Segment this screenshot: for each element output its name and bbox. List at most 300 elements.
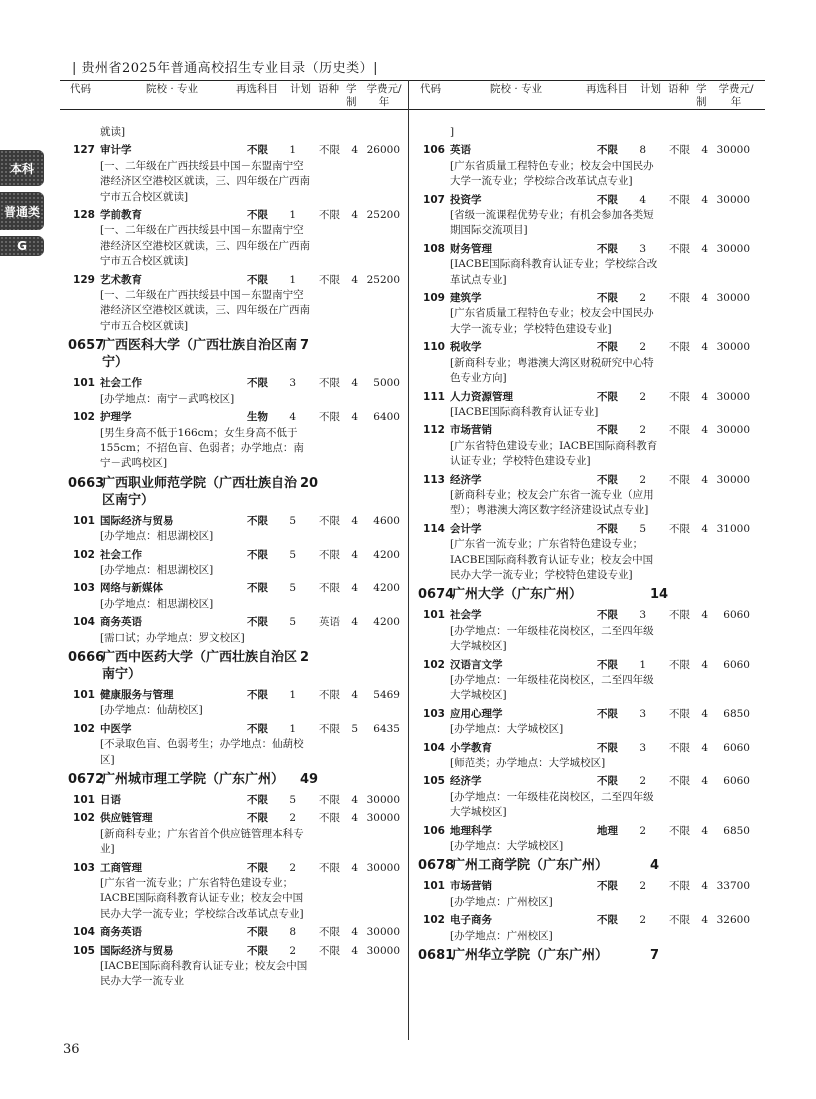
major-fee: 6060 [723,775,750,788]
major-plan: 2 [639,473,646,486]
major-years: 4 [701,707,708,720]
major-name: 国际经济与贸易 [100,944,174,957]
major-plan: 4 [639,193,646,206]
major-code: 101 [73,514,95,527]
major-subject: 不限 [247,548,268,561]
major-years: 4 [701,424,708,437]
major-years: 4 [701,144,708,157]
major-code: 102 [423,658,445,671]
university-code: 0666 [68,649,105,665]
major-row [68,944,413,959]
major-language: 不限 [319,812,340,825]
university-plan: 49 [300,772,319,787]
major-note: [办学地点：广州校区] [450,895,553,908]
major-code: 113 [423,473,445,486]
major-plan: 2 [639,775,646,788]
major-name: 投资学 [450,193,482,206]
major-years: 4 [351,548,358,561]
major-fee: 33700 [716,880,750,893]
university-name: 广西职业师范学院（广西壮族自治区南宁） [102,475,298,508]
major-row [68,811,413,826]
major-fee: 31000 [716,522,750,535]
major-language: 不限 [319,377,340,390]
major-years: 4 [351,944,358,957]
major-subject: 不限 [597,522,618,535]
major-subject: 不限 [597,609,618,622]
major-years: 4 [351,688,358,701]
major-row [68,861,413,876]
major-language: 不限 [669,193,690,206]
major-language: 不限 [669,775,690,788]
major-row [68,376,413,391]
major-code: 101 [423,609,445,622]
major-plan: 2 [289,944,296,957]
major-subject: 不限 [597,341,618,354]
major-years: 4 [351,926,358,939]
major-years: 4 [351,411,358,424]
major-language: 不限 [669,824,690,837]
major-note: [广东省一流专业；广东省特色建设专业；IACBE国际商科教育认证专业；校友会中国民办大学一流专业；学校特色建设专业] [450,538,654,581]
major-fee: 6060 [723,658,750,671]
major-row [418,193,763,208]
major-plan: 8 [289,926,296,939]
major-fee: 30000 [716,193,750,206]
col-lang: 语种 [668,83,689,95]
major-years: 4 [351,273,358,286]
major-fee: 4200 [373,582,400,595]
major-note: [男生身高不低于166cm；女生身高不低于155cm；不招色盲、色弱者；办学地点：南宁－武鸣校区] [100,426,304,470]
major-subject: 不限 [597,390,618,403]
major-name: 应用心理学 [450,707,503,720]
major-code: 102 [423,914,445,927]
major-code: 109 [423,292,445,305]
continuation-note: ] [450,126,455,138]
major-row [68,410,413,425]
major-fee: 30000 [716,424,750,437]
major-years: 4 [351,377,358,390]
major-plan: 8 [639,144,646,157]
major-code: 114 [423,522,445,535]
major-language: 不限 [669,292,690,305]
major-years: 4 [351,861,358,874]
major-language: 不限 [319,411,340,424]
major-name: 国际经济与贸易 [100,514,174,527]
university-row [418,857,763,874]
major-language: 不限 [319,944,340,957]
university-row [418,947,763,964]
major-years: 5 [351,722,358,735]
side-tab-g: G [0,236,44,256]
major-name: 社会学 [450,609,482,622]
major-row [68,143,413,158]
column-header-rule [60,109,765,110]
major-language: 不限 [319,514,340,527]
major-language: 不限 [669,707,690,720]
major-subject: 不限 [247,926,268,939]
university-row [68,337,413,371]
major-code: 102 [73,722,95,735]
major-code: 101 [73,688,95,701]
major-row [418,741,763,756]
major-note: [新商科专业；广东省首个供应链管理本科专业] [100,827,304,856]
major-note: [广东省质量工程特色专业；校友会中国民办大学一流专业；学校特色建设专业] [450,307,654,335]
major-name: 供应链管理 [100,812,153,825]
major-note: [办学地点：南宁－武鸣校区] [100,392,235,405]
university-plan: 7 [650,948,660,964]
col-code: 代码 [420,83,441,95]
major-row [418,707,763,722]
major-note: [办学地点：大学城校区] [450,723,564,736]
major-note: [广东省质量工程特色专业；校友会中国民办大学一流专业；学校综合改革试点专业] [450,159,654,188]
major-row [68,925,413,940]
major-fee: 26000 [366,144,400,157]
major-subject: 不限 [597,880,618,893]
major-note: [师范类；办学地点：大学城校区] [450,757,606,770]
major-years: 4 [701,609,708,622]
university-row [68,475,413,509]
major-name: 审计学 [100,144,132,157]
major-language: 不限 [319,688,340,701]
major-years: 4 [701,193,708,206]
major-fee: 4200 [373,548,400,561]
major-fee: 30000 [366,812,400,825]
major-subject: 不限 [597,914,618,927]
major-code: 129 [73,273,95,286]
major-note: [省级一流课程优势专业；有机会参加各类短期国际交流项目] [450,209,654,237]
university-name: 广西中医药大学（广西壮族自治区南宁） [102,649,298,682]
major-fee: 30000 [716,242,750,255]
major-plan: 4 [289,411,296,424]
major-code: 106 [423,824,445,837]
university-name: 广州华立学院（广东广州） [452,948,609,964]
university-code: 0674 [418,587,455,603]
major-note: [办学地点：相思湖校区] [100,597,214,610]
major-subject: 不限 [597,424,618,437]
major-fee: 6850 [723,707,750,720]
major-subject: 不限 [247,582,268,595]
major-name: 工商管理 [100,861,142,874]
major-plan: 2 [639,390,646,403]
major-name: 经济学 [450,775,482,788]
major-years: 4 [701,341,708,354]
major-row [68,273,413,288]
major-row [418,824,763,839]
major-note: [IACBE国际商科教育认证专业] [450,405,599,418]
university-row [418,586,763,603]
major-fee: 4200 [373,616,400,629]
major-years: 4 [351,144,358,157]
major-plan: 3 [289,377,296,390]
major-note: [一、二年级在广西扶绥县中国－东盟南宁空港经济区空港校区就读，三、四年级在广西南宁市五合校区就读] [100,224,310,268]
major-plan: 5 [289,616,296,629]
major-language: 不限 [319,144,340,157]
major-years: 4 [701,390,708,403]
major-note: [办学地点：一年级桂花岗校区，二至四年级大学城校区] [450,624,654,653]
major-subject: 不限 [597,144,618,157]
major-plan: 1 [639,658,646,671]
university-plan: 4 [650,858,660,874]
university-plan: 7 [300,338,310,354]
university-name: 广州城市理工学院（广东广州） [102,772,285,787]
column-header-left [68,81,408,109]
major-subject: 不限 [247,209,268,222]
page-number: 36 [63,1042,80,1057]
side-tab-benke: 本科 [0,150,44,186]
major-fee: 4600 [373,514,400,527]
major-note: [办学地点：一年级桂花岗校区，二至四年级大学城校区] [450,674,654,702]
major-years: 4 [351,209,358,222]
major-language: 不限 [669,522,690,535]
major-language: 不限 [669,741,690,754]
major-subject: 不限 [247,616,268,629]
major-row [418,242,763,257]
major-row [418,340,763,355]
university-code: 0681 [418,948,455,964]
col-subject: 再选科目 [586,83,628,95]
major-plan: 1 [289,209,296,222]
major-name: 市场营销 [450,424,492,437]
major-plan: 5 [639,522,646,535]
major-language: 不限 [319,209,340,222]
major-subject: 不限 [597,707,618,720]
major-code: 101 [423,880,445,893]
major-name: 经济学 [450,473,482,486]
major-code: 102 [73,411,95,424]
university-code: 0678 [418,858,455,874]
major-row [418,658,763,673]
major-plan: 5 [289,794,296,806]
major-years: 4 [351,616,358,629]
major-language: 不限 [669,390,690,403]
major-name: 人力资源管理 [450,390,513,403]
major-years: 4 [701,473,708,486]
col-school: 院校 · 专业 [490,83,543,95]
major-language: 不限 [319,548,340,561]
major-subject: 不限 [247,944,268,957]
page-header-title: | 贵州省2025年普通高校招生专业目录（历史类）| [72,61,378,76]
major-code: 101 [73,377,95,390]
major-years: 4 [701,292,708,305]
major-plan: 5 [289,514,296,527]
major-plan: 2 [639,424,646,437]
major-note: [办学地点：相思湖校区] [100,563,214,576]
major-note: [新商科专业；粤港澳大湾区财税研究中心特色专业方向] [450,356,654,385]
major-subject: 生物 [247,411,268,424]
major-subject: 地理 [597,824,618,837]
major-name: 地理科学 [450,824,492,837]
major-note: [办学地点：大学城校区] [450,840,564,853]
major-subject: 不限 [597,775,618,788]
major-plan: 2 [289,861,296,874]
major-plan: 1 [289,688,296,701]
col-subject: 再选科目 [236,83,278,95]
major-fee: 6850 [723,824,750,837]
major-subject: 不限 [247,688,268,701]
major-years: 4 [701,658,708,671]
major-row [418,879,763,894]
university-name: 广州工商学院（广东广州） [452,858,609,874]
major-plan: 2 [639,341,646,354]
major-row [418,390,763,405]
major-language: 不限 [669,914,690,927]
column-header-right [418,81,763,109]
major-subject: 不限 [247,514,268,527]
major-note: [IACBE国际商科教育认证专业；校友会中国民办大学一流专业 [100,960,308,988]
major-subject: 不限 [247,377,268,390]
major-years: 4 [701,914,708,927]
major-name: 汉语言文学 [450,658,503,671]
major-name: 日语 [100,794,121,806]
major-code: 103 [423,707,445,720]
major-subject: 不限 [597,242,618,255]
major-subject: 不限 [597,658,618,671]
major-name: 商务英语 [100,616,142,629]
major-fee: 30000 [716,473,750,486]
major-subject: 不限 [597,473,618,486]
major-language: 不限 [669,473,690,486]
side-tabs [0,150,44,262]
left-column [68,125,413,990]
major-note: [办学地点：相思湖校区] [100,530,214,543]
major-subject: 不限 [597,741,618,754]
major-plan: 2 [639,914,646,927]
major-fee: 6060 [723,609,750,622]
major-language: 英语 [319,616,340,629]
major-row [68,581,413,596]
major-fee: 25200 [366,273,400,286]
side-tab-putonglei: 普通类 [0,192,44,230]
major-note: [一、二年级在广西扶绥县中国－东盟南宁空港经济区空港校区就读，三、四年级在广西南宁市五合校区就读] [100,159,310,203]
major-subject: 不限 [247,794,268,806]
major-fee: 30000 [366,861,400,874]
major-subject: 不限 [247,144,268,157]
major-note: [新商科专业；校友会广东省一流专业（应用型）；粤港澳大湾区数字经济建设试点专业] [450,488,654,517]
major-name: 商务英语 [100,926,142,939]
major-note: [一、二年级在广西扶绥县中国－东盟南宁空港经济区空港校区就读，三、四年级在广西南宁市五合校区就读] [100,289,310,332]
col-school: 院校 · 专业 [146,83,199,95]
major-fee: 30000 [366,926,400,939]
major-code: 107 [423,193,445,206]
col-plan: 计划 [640,83,661,95]
major-fee: 5469 [373,688,400,701]
major-language: 不限 [319,926,340,939]
major-code: 127 [73,144,95,157]
major-plan: 5 [289,582,296,595]
major-plan: 2 [639,292,646,305]
major-years: 4 [701,775,708,788]
major-name: 护理学 [100,411,132,424]
major-row [418,608,763,623]
major-language: 不限 [669,144,690,157]
major-note: [广东省一流专业；广东省特色建设专业；IACBE国际商科教育认证专业；校友会中国民办大学一流专业；学校综合改革试点专业] [100,877,304,920]
major-row [418,913,763,928]
major-note: [需口试；办学地点：罗文校区] [100,631,245,644]
major-plan: 1 [289,273,296,286]
major-language: 不限 [669,242,690,255]
major-code: 106 [423,144,445,157]
major-subject: 不限 [597,292,618,305]
major-fee: 32600 [716,914,750,927]
major-name: 小学教育 [450,741,492,754]
col-plan: 计划 [290,83,311,95]
major-plan: 3 [639,741,646,754]
major-fee: 30000 [716,341,750,354]
major-row [418,473,763,488]
major-code: 112 [423,424,445,437]
major-note: [不录取色盲、色弱考生；办学地点：仙葫校区] [100,738,304,766]
major-plan: 3 [639,609,646,622]
university-name: 广州大学（广东广州） [452,587,583,603]
major-code: 103 [73,582,95,595]
major-row [68,208,413,223]
major-fee: 30000 [366,944,400,957]
major-language: 不限 [669,341,690,354]
university-plan: 2 [300,649,310,665]
major-plan: 3 [639,707,646,720]
major-row [418,774,763,789]
major-name: 健康服务与管理 [100,688,174,701]
university-name: 广西医科大学（广西壮族自治区南宁） [102,338,298,371]
major-code: 110 [423,341,445,354]
major-code: 105 [73,944,95,957]
major-code: 108 [423,242,445,255]
major-code: 102 [73,548,95,561]
major-row [418,143,763,158]
university-row [68,649,413,683]
major-name: 市场营销 [450,880,492,893]
major-years: 4 [351,812,358,825]
major-fee: 30000 [716,390,750,403]
university-code: 0672 [68,772,105,787]
major-years: 4 [701,242,708,255]
major-plan: 1 [289,144,296,157]
major-subject: 不限 [247,273,268,286]
major-code: 104 [73,926,95,939]
col-years: 学制 [346,83,357,108]
university-code: 0657 [68,338,105,354]
major-fee: 30000 [716,292,750,305]
major-fee: 25200 [366,209,400,222]
major-name: 财务管理 [450,242,492,255]
major-code: 101 [73,794,95,806]
major-code: 102 [73,812,95,825]
major-plan: 3 [639,242,646,255]
major-name: 中医学 [100,722,132,735]
major-note: [办学地点：广州校区] [450,929,553,942]
major-subject: 不限 [597,193,618,206]
major-plan: 2 [639,824,646,837]
major-plan: 1 [289,722,296,735]
major-note: [广东省特色建设专业；IACBE国际商科教育认证专业；学校特色建设专业] [450,439,658,468]
major-row [418,423,763,438]
col-fee: 学费元/年 [718,83,754,108]
major-years: 4 [351,582,358,595]
major-code: 104 [423,741,445,754]
major-name: 学前教育 [100,209,142,222]
col-code: 代码 [70,83,91,95]
major-name: 会计学 [450,522,482,535]
major-name: 社会工作 [100,377,142,390]
major-code: 103 [73,861,95,874]
major-fee: 6060 [723,741,750,754]
university-row [68,771,413,788]
major-years: 4 [701,741,708,754]
major-name: 英语 [450,144,471,157]
major-language: 不限 [319,273,340,286]
major-fee: 6435 [373,722,400,735]
major-name: 社会工作 [100,548,142,561]
major-code: 104 [73,616,95,629]
